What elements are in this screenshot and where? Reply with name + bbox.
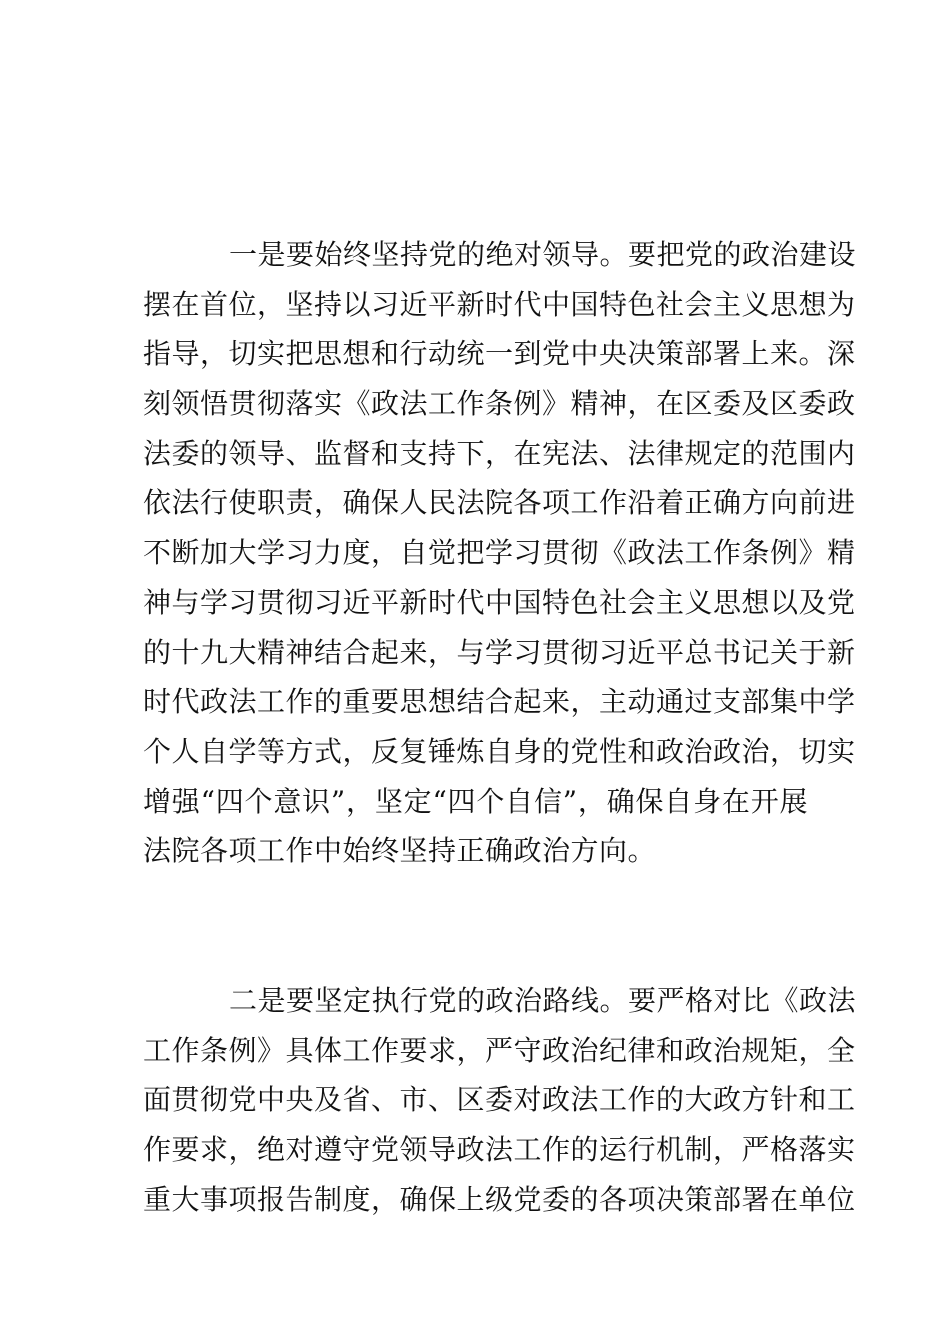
paragraph-line: 个人自学等方式，反复锤炼自身的党性和政治政治，切实 xyxy=(143,734,856,768)
paragraph-line: 面贯彻党中央及省、市、区委对政法工作的大政方针和工 xyxy=(143,1083,856,1117)
paragraph-line: 不断加大学习力度，自觉把学习贯彻《政法工作条例》精 xyxy=(143,536,856,570)
paragraph-line: 的十九大精神结合起来，与学习贯彻习近平总书记关于新 xyxy=(143,635,856,669)
paragraph-line: 指导，切实把思想和行动统一到党中央决策部署上来。深 xyxy=(143,337,856,371)
paragraph-2 xyxy=(143,976,857,1224)
paragraph-line: 增强“四个意识”，坚定“四个自信”，确保自身在开展 xyxy=(143,784,808,818)
paragraph-line: 重大事项报告制度，确保上级党委的各项决策部署在单位 xyxy=(143,1182,856,1216)
paragraph-line: 一是要始终坚持党的绝对领导。要把党的政治建设 xyxy=(229,238,857,271)
paragraph-1 xyxy=(143,230,857,876)
paragraph-line: 时代政法工作的重要思想结合起来，主动通过支部集中学 xyxy=(143,685,856,719)
paragraph-line: 法委的领导、监督和支持下，在宪法、法律规定的范围内 xyxy=(143,436,856,470)
paragraph-line: 刻领悟贯彻落实《政法工作条例》精神，在区委及区委政 xyxy=(143,387,856,421)
paragraph-line: 神与学习贯彻习近平新时代中国特色社会主义思想以及党 xyxy=(143,585,856,619)
paragraph-line: 工作条例》具体工作要求，严守政治纪律和政治规矩，全 xyxy=(143,1033,856,1067)
paragraph-line: 作要求，绝对遵守党领导政法工作的运行机制，严格落实 xyxy=(143,1133,856,1167)
paragraph-line: 依法行使职责，确保人民法院各项工作沿着正确方向前进 xyxy=(143,486,856,520)
paragraph-line: 法院各项工作中始终坚持正确政治方向。 xyxy=(143,834,657,868)
paragraph-line: 二是要坚定执行党的政治路线。要严格对比《政法 xyxy=(229,984,857,1017)
paragraph-line: 摆在首位，坚持以习近平新时代中国特色社会主义思想为 xyxy=(143,287,856,321)
